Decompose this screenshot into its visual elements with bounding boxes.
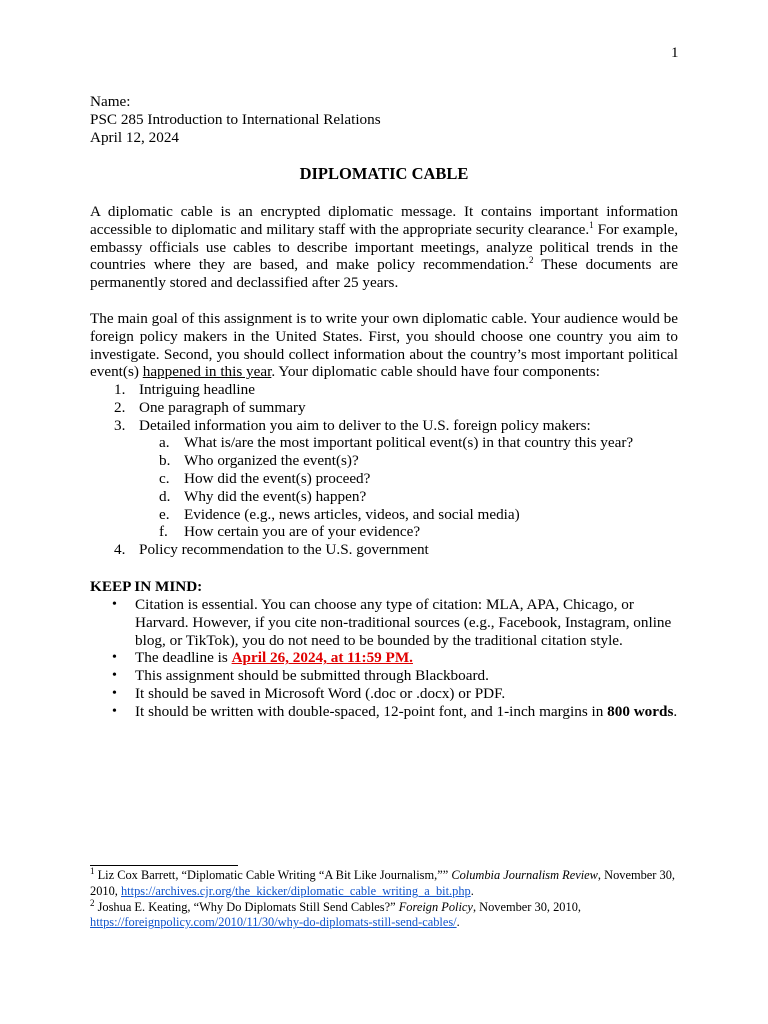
list-number: 3.	[114, 416, 126, 434]
intro-text-b: For example, embassy officials use cables to describe important meetings, analyze political trends in the countries where they are based, and make policy recommendation.	[90, 220, 678, 274]
footnotes	[90, 865, 678, 931]
list-item-text: Policy recommendation to the U.S. government	[139, 541, 429, 559]
list-item	[114, 417, 674, 542]
intro-paragraph	[90, 203, 678, 292]
goal-paragraph	[90, 310, 678, 381]
footnote-end: .	[456, 915, 460, 930]
list-number: 2.	[114, 398, 126, 416]
list-item-text: Intriguing headline	[139, 381, 255, 398]
bullet-item	[112, 685, 682, 703]
sublist-item-text: What is/are the most important political event(s) in that country this year?	[184, 434, 634, 452]
name-line: Name:	[90, 93, 131, 110]
list-number: 4.	[114, 541, 126, 559]
bullet-icon: •	[112, 703, 117, 719]
page-number: 1	[671, 45, 679, 61]
footnote-number: 1	[90, 865, 95, 876]
bullet-item	[112, 703, 682, 721]
sublist-item-text: How did the event(s) proceed?	[184, 469, 371, 487]
list-item	[114, 541, 674, 559]
footnote-link-1[interactable]: https://archives.cjr.org/the_kicker/diplomatic_cable_writing_a_bit.php	[120, 883, 471, 898]
bullet-icon: •	[112, 685, 117, 701]
bullet-icon: •	[112, 597, 117, 612]
sublist-item-text: Who organized the event(s)?	[184, 452, 359, 470]
list-number: 1.	[114, 381, 126, 398]
sublist-item	[114, 434, 674, 452]
word-count: 800 words	[607, 702, 674, 720]
list-item-text: One paragraph of summary	[139, 398, 306, 416]
sublist-item	[114, 488, 674, 506]
bullet-item	[112, 667, 682, 685]
intro-text-c: These documents are permanently stored and declassified after 25 years.	[90, 256, 679, 292]
sublist-item	[114, 470, 674, 488]
list-item-text: Detailed information you aim to deliver to the U.S. foreign policy makers:	[139, 416, 591, 434]
footnote-text: , November 30, 2010,	[472, 899, 581, 914]
list-item	[114, 381, 674, 399]
bullet-item	[112, 649, 682, 667]
sublist-letter: c.	[159, 469, 170, 487]
footnote-ref-1[interactable]: 1	[589, 219, 594, 230]
components-list	[114, 381, 674, 559]
goal-text-a: The main goal of this assignment is to write your own diplomatic cable. Your audience would be foreign policy makers in the United States. First, you should choose one country you aim to investigate. Second, you should collect information about the country’s most important political event(s)	[90, 310, 678, 381]
bullet-icon: •	[112, 650, 117, 666]
sublist-item-text: How certain you are of your evidence?	[184, 523, 421, 541]
sublist-item-text: Why did the event(s) happen?	[184, 487, 367, 505]
footnote-end: .	[470, 883, 474, 898]
page-title: DIPLOMATIC CABLE	[299, 164, 469, 183]
bullet-text: The deadline is	[135, 649, 232, 667]
footnote-number: 2	[90, 897, 95, 908]
sublist-item-text: Evidence (e.g., news articles, videos, and social media)	[184, 505, 520, 523]
footnote-text: Liz Cox Barrett, “Diplomatic Cable Writing “A Bit Like Journalism,””	[94, 868, 452, 882]
sublist-letter: d.	[159, 487, 171, 505]
footnote-publication: Foreign Policy	[398, 899, 473, 914]
footnote-1	[90, 865, 678, 900]
document-header	[90, 93, 381, 147]
sublist-letter: e.	[159, 505, 170, 523]
goal-text-b: . Your diplomatic cable should have four components:	[271, 363, 600, 381]
sublist-letter: a.	[159, 434, 170, 452]
date-line: April 12, 2024	[90, 129, 180, 146]
keep-in-mind-heading: KEEP IN MIND:	[90, 578, 203, 595]
footnote-link-2[interactable]: https://foreignpolicy.com/2010/11/30/why-do-diplomats-still-send-cables/	[90, 915, 457, 930]
deadline-text: April 26, 2024, at 11:59 PM.	[231, 649, 413, 667]
list-item	[114, 399, 674, 417]
footnote-text: , November 30, 2010,	[90, 868, 676, 898]
course-line: PSC 285 Introduction to International Relations	[90, 111, 381, 128]
sublist-letter: f.	[159, 523, 168, 541]
footnote-ref-2[interactable]: 2	[528, 255, 534, 266]
keep-in-mind-list	[112, 596, 682, 721]
footnote-text: Joshua E. Keating, “Why Do Diplomats Still Send Cables?”	[94, 899, 399, 914]
footnote-separator	[90, 865, 238, 866]
sublist-letter: b.	[159, 452, 171, 470]
bullet-icon: •	[112, 668, 117, 684]
bullet-text-end: .	[673, 702, 678, 720]
sublist-item	[114, 452, 674, 470]
bullet-text: It should be written with double-spaced, 12-point font, and 1-inch margins in	[135, 702, 608, 720]
bullet-text: This assignment should be submitted through Blackboard.	[135, 667, 489, 685]
bullet-text: Citation is essential. You can choose any type of citation: MLA, APA, Chicago, or Harvard. However, if you cite non-traditional sources (e.g., Facebook, Instagram, online blog, or TikTok), you do not need to be bounded by the traditional citation style.	[135, 596, 672, 649]
bullet-item	[112, 596, 682, 649]
detail-sublist	[114, 434, 674, 541]
intro-text-a: A diplomatic cable is an encrypted diplomatic message. It contains important information accessible to diplomatic and military staff with the appropriate security clearance.	[90, 203, 678, 238]
goal-underlined-text: happened in this year	[142, 363, 272, 381]
bullet-text: It should be saved in Microsoft Word (.doc or .docx) or PDF.	[135, 684, 506, 702]
sublist-item	[114, 523, 674, 541]
sublist-item	[114, 506, 674, 524]
footnote-2	[90, 897, 678, 932]
footnote-publication: Columbia Journalism Review	[451, 868, 598, 882]
